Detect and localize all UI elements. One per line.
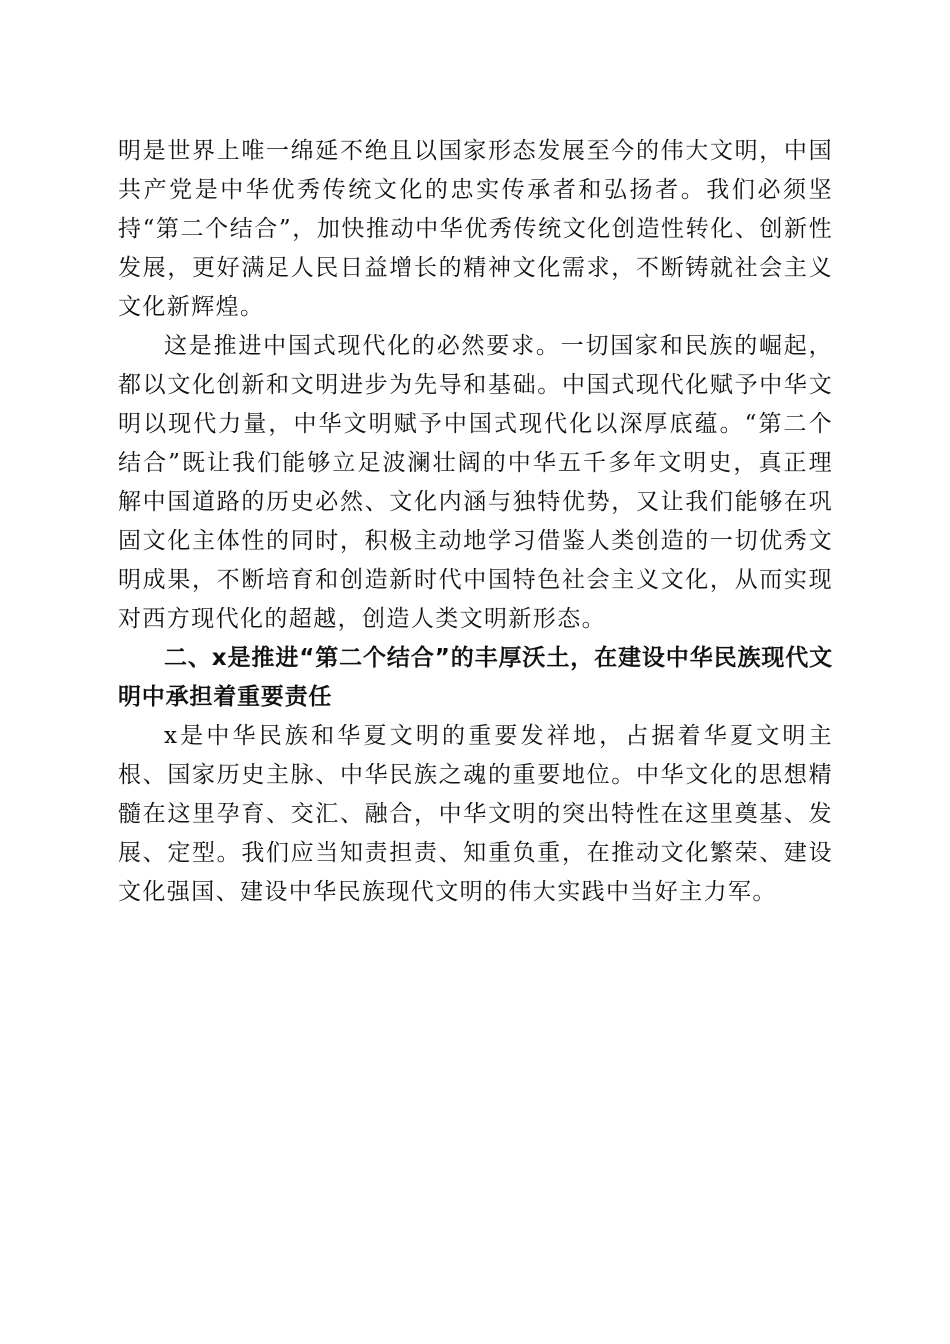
section-heading-two: 二、x是推进“第二个结合”的丰厚沃土，在建设中华民族现代文明中承担着重要责任 (118, 645, 833, 710)
document-body (118, 132, 833, 912)
paragraph-modernization: 这是推进中国式现代化的必然要求。一切国家和民族的崛起，都以文化创新和文明进步为先导和基础。中国式现代化赋予中华文明以现代力量，中华文明赋予中国式现代化以深厚底蕴。“第二个结合”既让我们能够立足波澜壮阔的中华五千多年文明史，真正理解中国道路的历史必然、文化内涵与独特优势，又让我们能够在巩固文化主体性的同时，积极主动地学习借鉴人类创造的一切优秀文明成果，不断培育和创造新时代中国特色社会主义文化，从而实现对西方现代化的超越，创造人类文明新形态。 (118, 333, 833, 632)
paragraph-responsibility: x是中华民族和华夏文明的重要发祥地，占据着华夏文明主根、国家历史主脉、中华民族之魂的重要地位。中华文化的思想精髓在这里孕育、交汇、融合，中华文明的突出特性在这里奠基、发展、定型。我们应当知责担责、知重负重，在推动文化繁荣、建设文化强国、建设中华民族现代文明的伟大实践中当好主力军。 (118, 723, 833, 905)
paragraph-continuation: 明是世界上唯一绵延不绝且以国家形态发展至今的伟大文明，中国共产党是中华优秀传统文化的忠实传承者和弘扬者。我们必须坚持“第二个结合”，加快推动中华优秀传统文化创造性转化、创新性发展，更好满足人民日益增长的精神文化需求，不断铸就社会主义文化新辉煌。 (118, 138, 833, 320)
